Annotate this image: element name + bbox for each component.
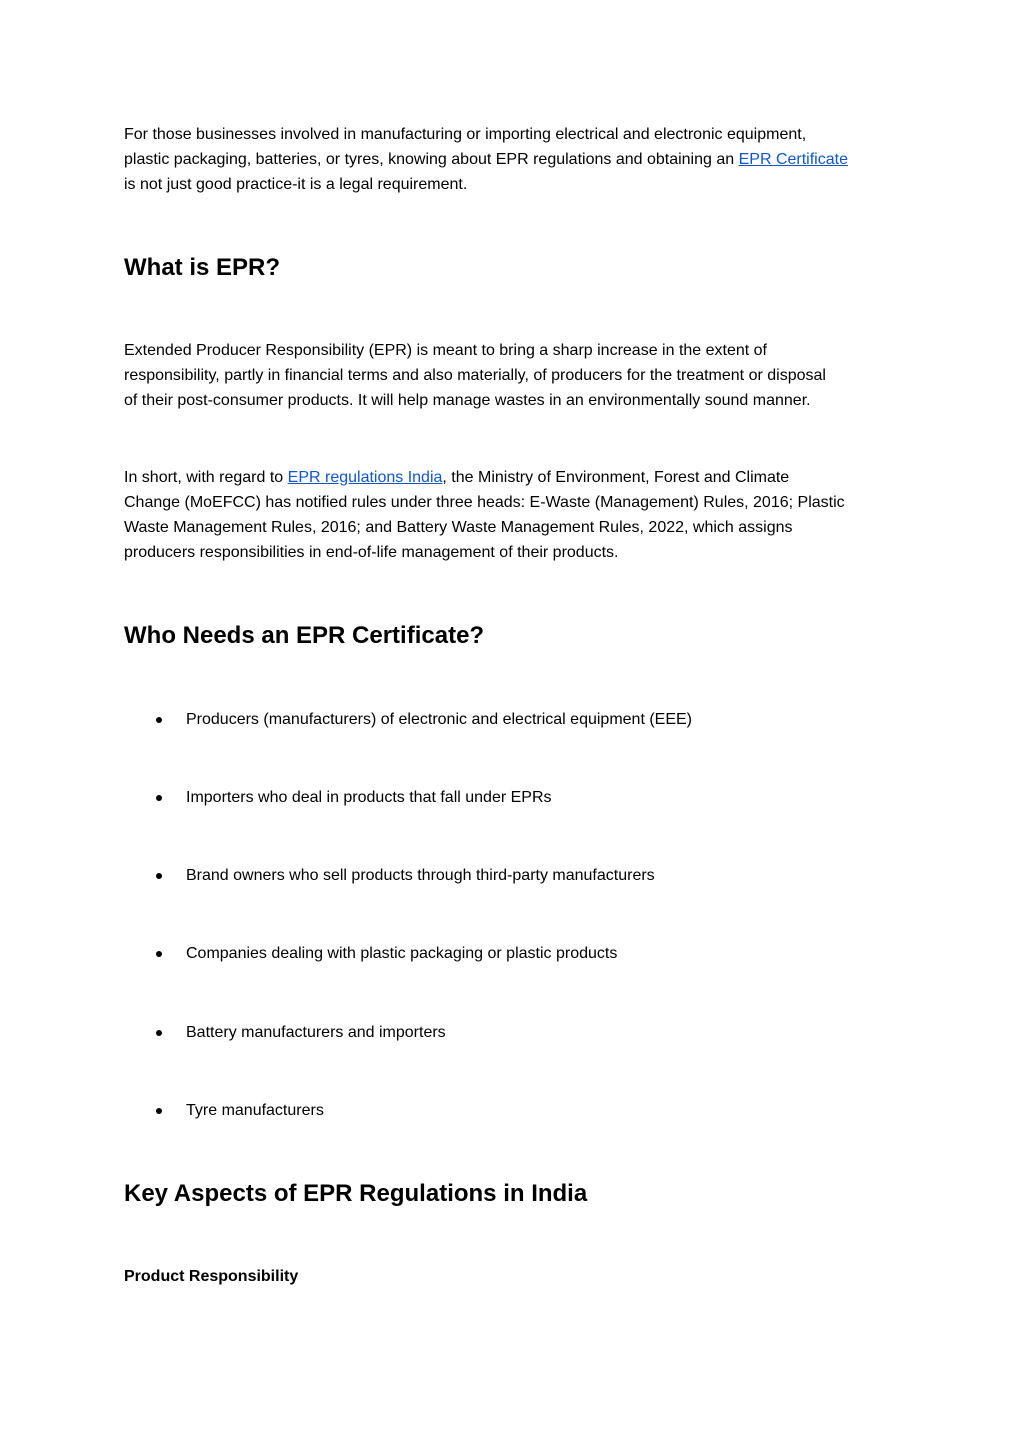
list-item-text: Tyre manufacturers [186, 1102, 324, 1119]
reg-line-1 [124, 465, 904, 490]
heading-what-is-epr: What is EPR? [124, 254, 281, 281]
list-item [152, 942, 912, 966]
bullet-icon [156, 795, 162, 801]
reg-line-1-after: , the Ministry of Environment, Forest and Climate [442, 469, 790, 486]
intro-line-2-text: plastic packaging, batteries, or tyres, knowing about EPR regulations and obtaining an [124, 151, 739, 168]
heading-who-needs: Who Needs an EPR Certificate? [124, 622, 485, 649]
reg-line-4: producers responsibilities in end-of-life management of their products. [124, 544, 619, 561]
reg-line-3: Waste Management Rules, 2016; and Battery Waste Management Rules, 2022, which assigns [124, 519, 793, 536]
epr-certificate-link[interactable]: EPR Certificate [738, 151, 848, 168]
bullet-icon [156, 951, 162, 957]
list-item [152, 1099, 912, 1123]
list-item [152, 864, 912, 888]
subheading-product-responsibility: Product Responsibility [124, 1268, 299, 1285]
what-line-1: Extended Producer Responsibility (EPR) is meant to bring a sharp increase in the extent of [124, 342, 767, 359]
list-item [152, 1021, 912, 1045]
regulations-paragraph [124, 465, 904, 565]
list-item [152, 786, 912, 810]
bullet-icon [156, 717, 162, 723]
bullet-icon [156, 1108, 162, 1114]
intro-paragraph [124, 122, 904, 197]
reg-line-1-before: In short, with regard to [124, 469, 288, 486]
bullet-icon [156, 1030, 162, 1036]
list-item-text: Companies dealing with plastic packaging or plastic products [186, 945, 618, 962]
what-line-3: of their post-consumer products. It will help manage wastes in an environmentally sound manner. [124, 392, 811, 409]
list-item [152, 708, 912, 732]
list-item-text: Battery manufacturers and importers [186, 1024, 446, 1041]
reg-line-2: Change (MoEFCC) has notified rules under three heads: E-Waste (Management) Rules, 2016; Plastic [124, 494, 845, 511]
epr-regulations-india-link[interactable]: EPR regulations India [287, 469, 443, 486]
intro-line-1: For those businesses involved in manufacturing or importing electrical and electronic equipment, [124, 126, 807, 143]
list-item-text: Producers (manufacturers) of electronic and electrical equipment (EEE) [186, 711, 692, 728]
bullet-icon [156, 873, 162, 879]
list-item-text: Importers who deal in products that fall under EPRs [186, 789, 552, 806]
what-is-epr-paragraph [124, 338, 904, 413]
intro-line-3: is not just good practice-it is a legal requirement. [124, 176, 468, 193]
intro-line-2 [124, 147, 904, 172]
heading-key-aspects: Key Aspects of EPR Regulations in India [124, 1180, 588, 1207]
what-line-2: responsibility, partly in financial terms and also materially, of producers for the treatment or disposal [124, 367, 826, 384]
list-item-text: Brand owners who sell products through third-party manufacturers [186, 867, 655, 884]
